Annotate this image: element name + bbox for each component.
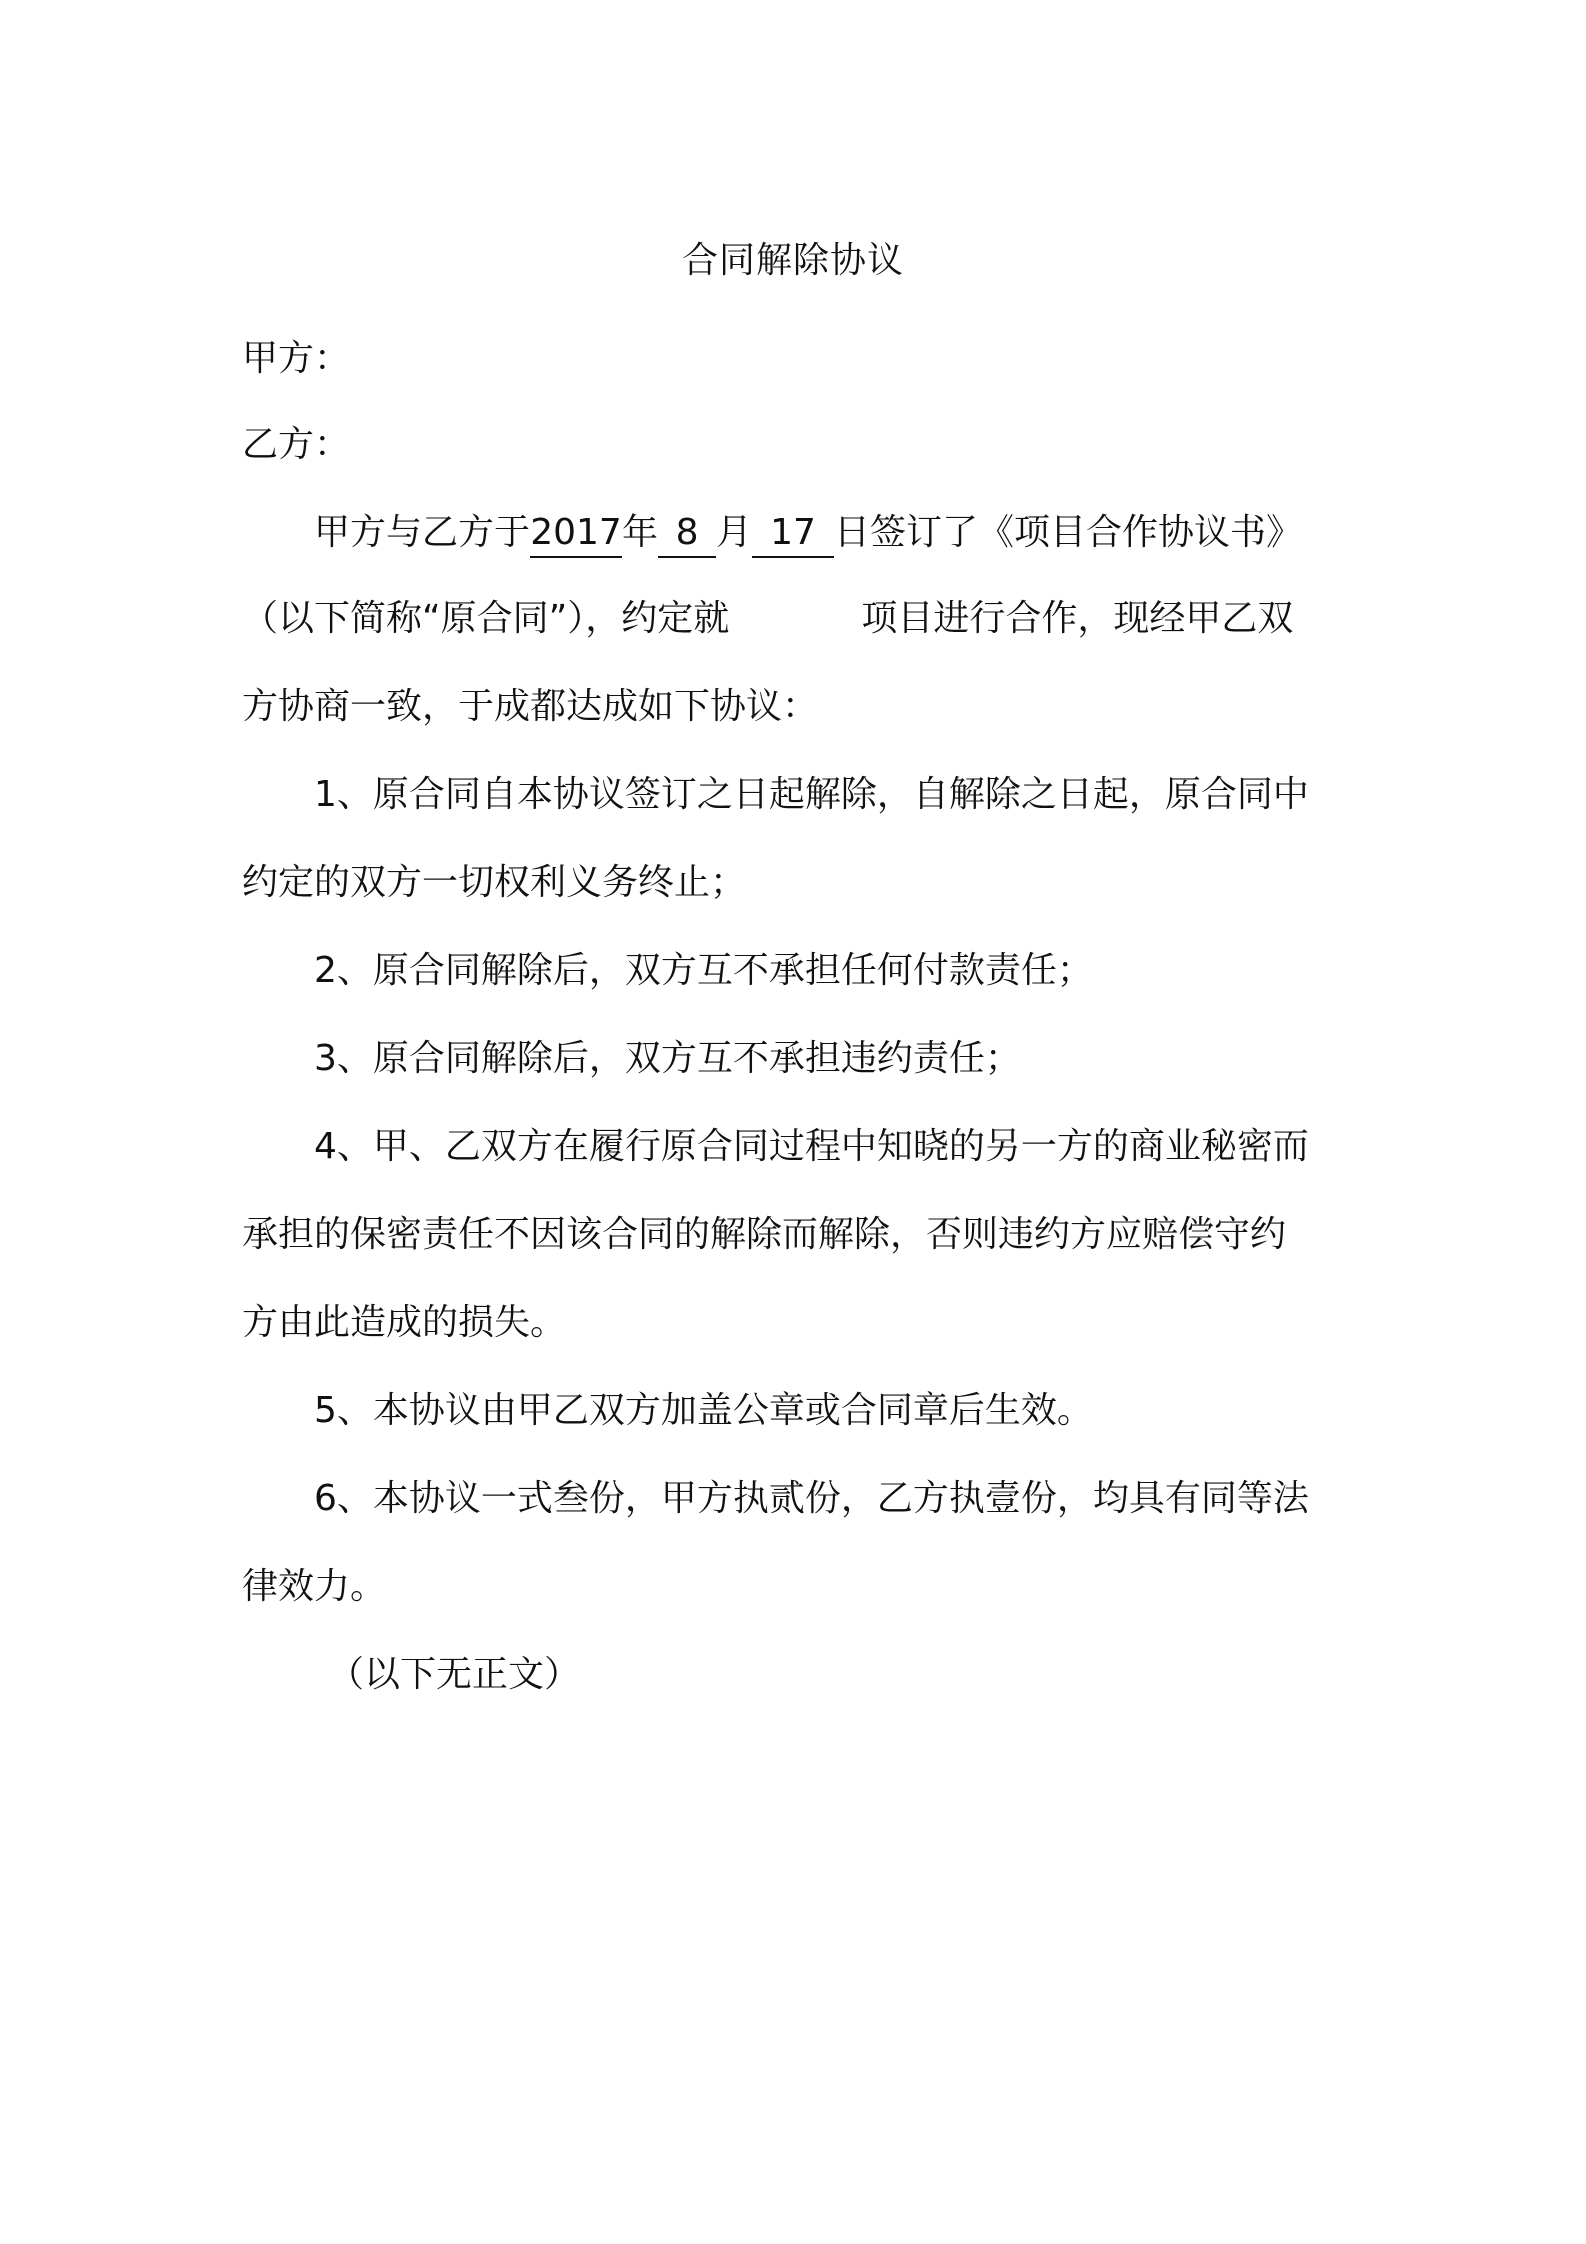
intro-line-3: 方协商一致，于成都达成如下协议： [242, 686, 819, 727]
intro-line-2 [242, 594, 1352, 644]
clause-2: 2、原合同解除后，双方互不承担任何付款责任； [314, 950, 1093, 991]
signing-month: 8 [658, 510, 716, 558]
intro-line-1 [314, 508, 1424, 558]
document-title: 合同解除协议 [681, 240, 904, 281]
clause-4-line-1: 4、甲、乙双方在履行原合同过程中知晓的另一方的商业秘密而 [314, 1126, 1309, 1167]
signing-year: 2017 [530, 510, 622, 558]
intro-line-2-after: 项目进行合作，现经甲乙双 [861, 598, 1294, 639]
clause-6-line-2: 律效力。 [242, 1566, 387, 1607]
year-unit: 年 [622, 512, 659, 553]
clause-4-line-2: 承担的保密责任不因该合同的解除而解除，否则违约方应赔偿守约 [242, 1214, 1287, 1255]
intro-line-2-before: （以下简称“原合同”），约定就 [242, 598, 730, 639]
end-note: （以下无正文） [328, 1654, 581, 1695]
signing-day: 17 [752, 510, 834, 558]
party-b-label: 乙方： [242, 424, 351, 465]
month-unit: 月 [716, 512, 753, 553]
clause-4-line-3: 方由此造成的损失。 [242, 1302, 567, 1343]
intro-suffix: 日签订了《项目合作协议书》 [834, 512, 1303, 553]
clause-6-line-1: 6、本协议一式叁份，甲方执贰份，乙方执壹份，均具有同等法 [314, 1478, 1309, 1519]
clause-5: 5、本协议由甲乙双方加盖公章或合同章后生效。 [314, 1390, 1093, 1431]
clause-1-line-2: 约定的双方一切权利义务终止； [242, 862, 747, 903]
clause-1-line-1: 1、原合同自本协议签订之日起解除，自解除之日起，原合同中 [314, 774, 1309, 815]
clause-3: 3、原合同解除后，双方互不承担违约责任； [314, 1038, 1021, 1079]
party-a-label: 甲方： [242, 338, 351, 379]
intro-prefix: 甲方与乙方于 [314, 512, 531, 553]
